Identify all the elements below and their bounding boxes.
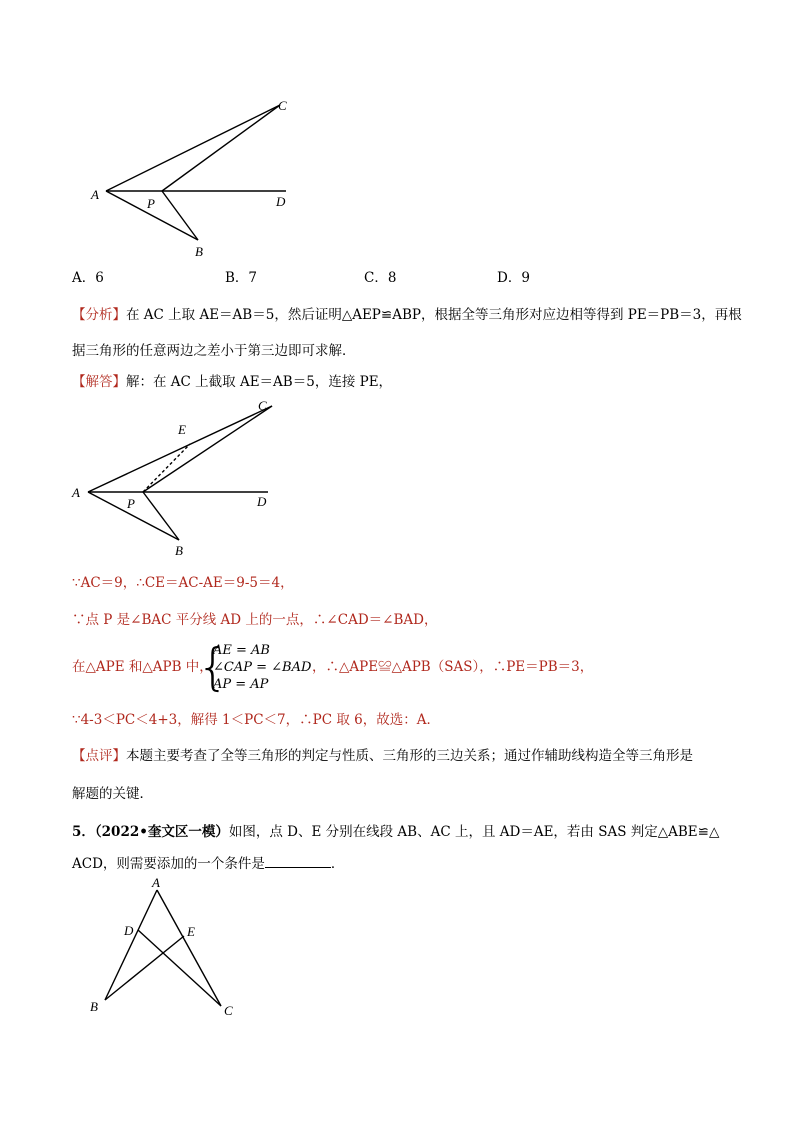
fig1-label-p: P [147, 196, 155, 211]
solution-step-2: ∵点 P 是∠BAC 平分线 AD 上的一点，∴∠CAD＝∠BAD， [72, 612, 438, 628]
comment-text-1: 本题主要考查了全等三角形的判定与性质、三角形的三边关系；通过作辅助线构造全等三角形是 [126, 748, 693, 764]
fig1-label-d: D [276, 194, 286, 209]
choice-d: D．9 [497, 270, 530, 286]
choice-c: C．8 [364, 270, 397, 286]
problem-5-text-2: ACD，则需要添加的一个条件是 [72, 856, 265, 872]
answer-blank [265, 853, 331, 868]
figure-2-diagram [62, 395, 292, 565]
solution-step-4: ∵4-3＜PC＜4+3，解得 1＜PC＜7，∴PC 取 6，故选：A． [72, 712, 440, 728]
fig2-label-b: B [175, 543, 183, 558]
fig1-label-b: B [195, 244, 203, 259]
problem-5-text-1: 如图，点 D、E 分别在线段 AB、AC 上，且 AD＝AE，若由 SAS 判定△ABE≌△ [228, 824, 720, 840]
fig2-label-a: A [72, 485, 80, 500]
fig3-label-c: C [224, 1003, 233, 1018]
fig3-label-e: E [187, 924, 195, 939]
comment-tag: 【点评】 [72, 748, 126, 764]
fig3-label-b: B [90, 999, 98, 1014]
problem-5-text-end: ． [330, 856, 345, 872]
problem-5-line-2 [72, 853, 344, 874]
problem-5-source: （2022•奎文区一模） [94, 824, 229, 840]
solution-step-3-suffix: ，∴△APE≌△APB（SAS），∴PE＝PB＝3， [312, 659, 594, 675]
system-eq-3: AP = AP [213, 677, 269, 692]
fig2-label-c: C [258, 398, 267, 413]
choice-b: B．7 [225, 270, 258, 286]
fig3-label-d: D [124, 923, 134, 938]
fig2-label-d: D [257, 494, 267, 509]
comment-line-1 [72, 746, 693, 766]
solution-line-1 [72, 372, 392, 392]
fig1-label-a: A [91, 187, 99, 202]
solution-step-1: ∵AC＝9，∴CE＝AC-AE＝9-5＝4， [72, 575, 294, 591]
comment-text-2: 解题的关键． [72, 786, 153, 802]
comment-line-2 [72, 784, 153, 804]
analysis-text-1: 在 AC 上取 AE＝AB＝5，然后证明△AEP≌ABP，根据全等三角形对应边相等得到 PE＝PB＝3，再根 [126, 307, 742, 323]
analysis-text-2: 据三角形的任意两边之差小于第三边即可求解． [72, 343, 356, 359]
solution-tag: 【解答】 [72, 374, 126, 390]
analysis-line-1 [72, 305, 742, 325]
system-eq-1: AE = AB [213, 643, 270, 658]
system-eq-2: ∠CAP = ∠BAD [213, 660, 312, 675]
problem-5-line-1 [72, 822, 719, 842]
fig2-label-e: E [178, 422, 186, 437]
choices-row [72, 268, 672, 288]
problem-5-number: 5． [72, 824, 95, 840]
system-equations [213, 642, 311, 693]
solution-step-3-prefix: 在△APE 和△APB 中， [72, 659, 213, 675]
choice-a: A．6 [72, 270, 104, 286]
analysis-line-2 [72, 341, 356, 361]
system-brace: { [197, 638, 229, 696]
fig1-label-c: C [278, 98, 287, 113]
figure-1-diagram [80, 90, 310, 265]
fig2-label-p: P [127, 496, 135, 511]
solution-text-1: 解：在 AC 上截取 AE＝AB＝5，连接 PE， [126, 374, 393, 390]
analysis-tag: 【分析】 [72, 307, 126, 323]
fig3-label-a: A [152, 875, 160, 890]
figure-3-diagram [80, 874, 255, 1024]
